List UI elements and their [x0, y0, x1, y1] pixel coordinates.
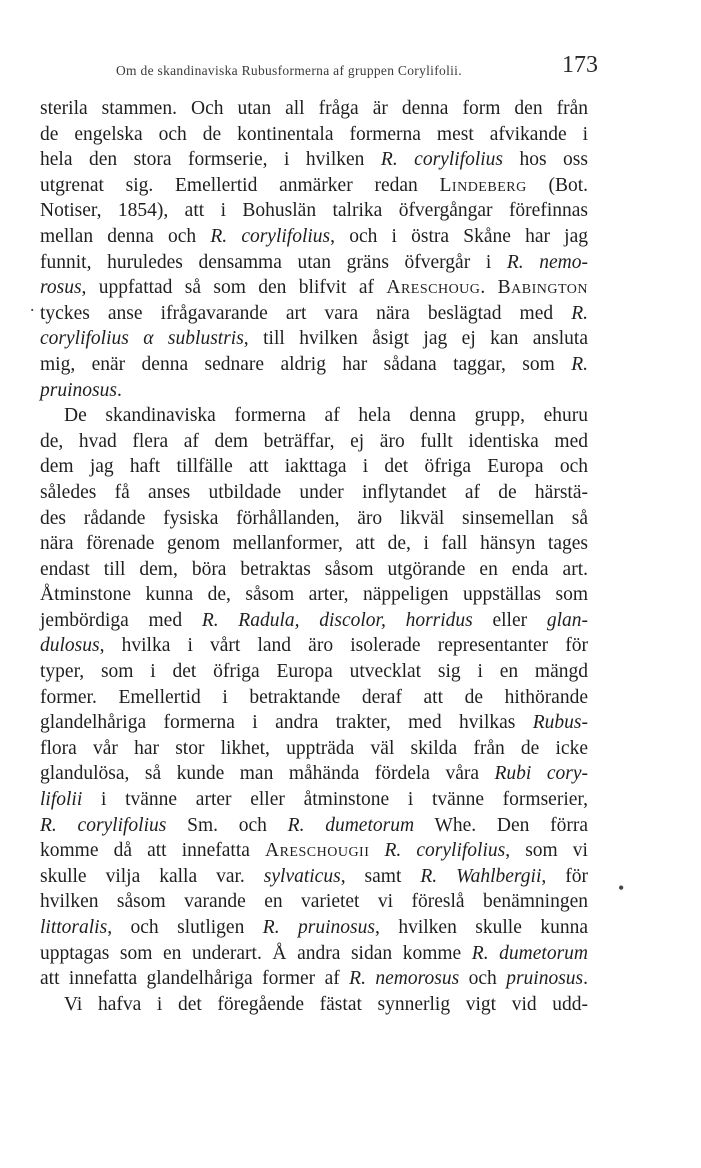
italic-text: R. — [571, 302, 588, 324]
text-span: , som vi — [505, 840, 588, 862]
italic-text: corylifolius α sublustris — [40, 328, 244, 350]
text-line — [40, 275, 588, 301]
italic-text: R. — [571, 353, 588, 375]
text-span: eller — [472, 609, 547, 631]
text-span: glandulösa, så kunde man måhända fördela våra — [40, 763, 495, 785]
italic-text: pruinosus — [40, 379, 117, 401]
italic-text: lifolii — [40, 789, 83, 811]
text-line — [40, 710, 588, 736]
text-line — [40, 301, 588, 327]
text-line — [40, 941, 588, 967]
text-line — [40, 326, 588, 352]
text-span: komme då att innefatta — [40, 840, 266, 862]
italic-text: R. Wahlbergii — [420, 865, 542, 887]
italic-text: pruinosus — [506, 968, 584, 990]
text-line — [40, 352, 588, 378]
body-text — [40, 96, 588, 1017]
text-line — [40, 889, 588, 915]
italic-text: R. pruinosus — [262, 917, 375, 938]
text-line — [40, 224, 588, 250]
page-number: 173 — [562, 52, 598, 78]
text-span: och — [459, 968, 507, 990]
italic-text: R. corylifolius — [40, 814, 167, 836]
text-span: sterila stammen. Och utan all fråga är denna form den från — [40, 98, 588, 119]
text-span: mig, enär denna sednare aldrig har sådana taggar, som — [40, 353, 572, 375]
text-span: Notiser, 1854), att i Bohuslän talrika öfvergångar förefinnas — [40, 200, 588, 222]
text-span: glandelhåriga formerna i andra trakter, med hvilkas — [40, 712, 533, 734]
text-line — [40, 96, 588, 122]
text-line — [40, 173, 588, 199]
italic-text: sylvaticus — [263, 865, 341, 887]
text-line — [40, 582, 588, 608]
text-span: hela den stora formserie, i hvilken — [40, 149, 381, 171]
text-span: , för — [541, 865, 588, 887]
italic-text: R. Radula, discolor, horridus — [201, 609, 473, 631]
margin-mark: • — [618, 878, 625, 898]
text-span: Whe. Den förra — [414, 814, 588, 836]
text-span: Åtminstone kunna de, såsom arter, näppeligen uppställas som — [40, 584, 588, 606]
italic-text: glan- — [546, 609, 589, 631]
text-span: , hvilken skulle kunna — [374, 917, 588, 938]
italic-text: Rubus- — [532, 712, 588, 734]
text-span: skulle vilja kalla var. — [40, 865, 264, 887]
italic-text: R. corylifolius — [380, 149, 503, 171]
text-line — [40, 633, 588, 659]
text-line — [40, 147, 588, 173]
text-span: utgrenat sig. Emellertid anmärker redan — [40, 174, 440, 196]
text-span: , och i östra Skåne har jag — [330, 225, 589, 247]
author-name: Babington — [497, 277, 589, 299]
text-line — [40, 992, 588, 1018]
text-line — [40, 966, 588, 992]
text-line — [40, 838, 588, 864]
text-span: , till hvilken åsigt jag ej kan ansluta — [243, 328, 588, 350]
text-span: , samt — [340, 865, 421, 887]
text-line — [40, 122, 588, 148]
text-span: att innefatta glandelhåriga former af — [40, 968, 350, 990]
text-line — [40, 787, 588, 813]
text-span: de, hvad flera af dem beträffar, ej äro fullt identiska med — [40, 430, 588, 452]
text-span: nära förenade genom mellanformer, att de, i fall hänsyn tages — [40, 533, 588, 555]
author-name: Lindeberg — [439, 174, 527, 196]
text-span: (Bot. — [526, 174, 588, 196]
text-line — [40, 915, 588, 941]
text-span: således få anses utbildade under inflytandet af de härstä- — [40, 481, 588, 503]
text-span: tyckes anse ifrågavarande art vara nära beslägtad med — [40, 302, 572, 324]
text-line — [40, 198, 588, 224]
text-line — [40, 659, 588, 685]
text-span: Vi hafva i det föregående fästat synnerlig vigt vid udd- — [64, 993, 588, 1015]
text-span: flora vår har stor likhet, uppträda väl skilda från de icke — [40, 737, 588, 759]
text-line — [40, 685, 588, 711]
text-span: i tvänne arter eller åtminstone i tvänne formserier, — [82, 789, 588, 811]
text-span: , uppfattad så som den blifvit af — [81, 277, 387, 299]
text-span: hos oss — [503, 149, 588, 171]
author-name: Areschougii — [265, 840, 370, 862]
italic-text: R. corylifolius — [384, 840, 506, 862]
italic-text: R. dumetorum — [471, 942, 588, 964]
italic-text: Rubi cory- — [494, 763, 588, 785]
text-line — [40, 378, 588, 404]
italic-text: dulosus — [40, 635, 100, 657]
text-line — [40, 506, 588, 532]
text-span: typer, som i det öfriga Europa utvecklat sig i en mängd — [40, 661, 588, 683]
text-span: mellan denna och — [40, 225, 211, 247]
text-span: funnit, huruledes densamma utan gräns öfvergår i — [40, 251, 507, 273]
text-span: . — [583, 968, 588, 990]
margin-mark: . — [30, 295, 35, 315]
text-line — [40, 250, 588, 276]
text-line — [40, 454, 588, 480]
text-line — [40, 429, 588, 455]
text-span: de engelska och de kontinentala formerna mest afvikande i — [40, 123, 588, 145]
italic-text: littoralis — [40, 917, 108, 938]
text-span: dem jag haft tillfälle att iakttaga i det öfriga Europa och — [40, 456, 588, 478]
text-span: hvilken såsom varande en varietet vi föreslå benämningen — [40, 891, 588, 913]
italic-text: R. corylifolius — [210, 225, 331, 247]
italic-text: R. nemo- — [506, 251, 588, 273]
text-line — [40, 480, 588, 506]
text-line — [40, 531, 588, 557]
text-span: . — [116, 379, 122, 401]
text-line — [40, 813, 588, 839]
text-line — [40, 557, 588, 583]
text-span: jembördiga med — [40, 609, 202, 631]
text-span: endast till dem, böra betraktas såsom utgörande en enda art. — [40, 558, 588, 580]
text-line — [40, 736, 588, 762]
text-span: , hvilka i vårt land äro isolerade representanter för — [99, 635, 588, 657]
italic-text: rosus — [40, 277, 82, 299]
text-line — [40, 864, 588, 890]
italic-text: R. nemorosus — [349, 968, 460, 990]
text-span: upptagas som en underart. Å andra sidan komme — [40, 942, 472, 964]
text-line — [40, 761, 588, 787]
text-span: Sm. och — [166, 814, 288, 836]
text-span: former. Emellertid i betraktande deraf att de hithörande — [40, 686, 588, 708]
text-span: . — [480, 277, 498, 299]
italic-text: R. dumetorum — [287, 814, 415, 836]
author-name: Areschoug — [386, 277, 481, 299]
text-span: De skandinaviska formerna af hela denna grupp, ehuru — [64, 405, 588, 427]
running-head: Om de skandinaviska Rubusformerna af gruppen Corylifolii. — [116, 63, 462, 78]
text-line — [40, 403, 588, 429]
text-span: , och slutligen — [107, 917, 263, 938]
text-span: des rådande fysiska förhållanden, äro likväl sinsemellan så — [40, 507, 588, 529]
text-span — [369, 840, 384, 861]
text-line — [40, 608, 588, 634]
